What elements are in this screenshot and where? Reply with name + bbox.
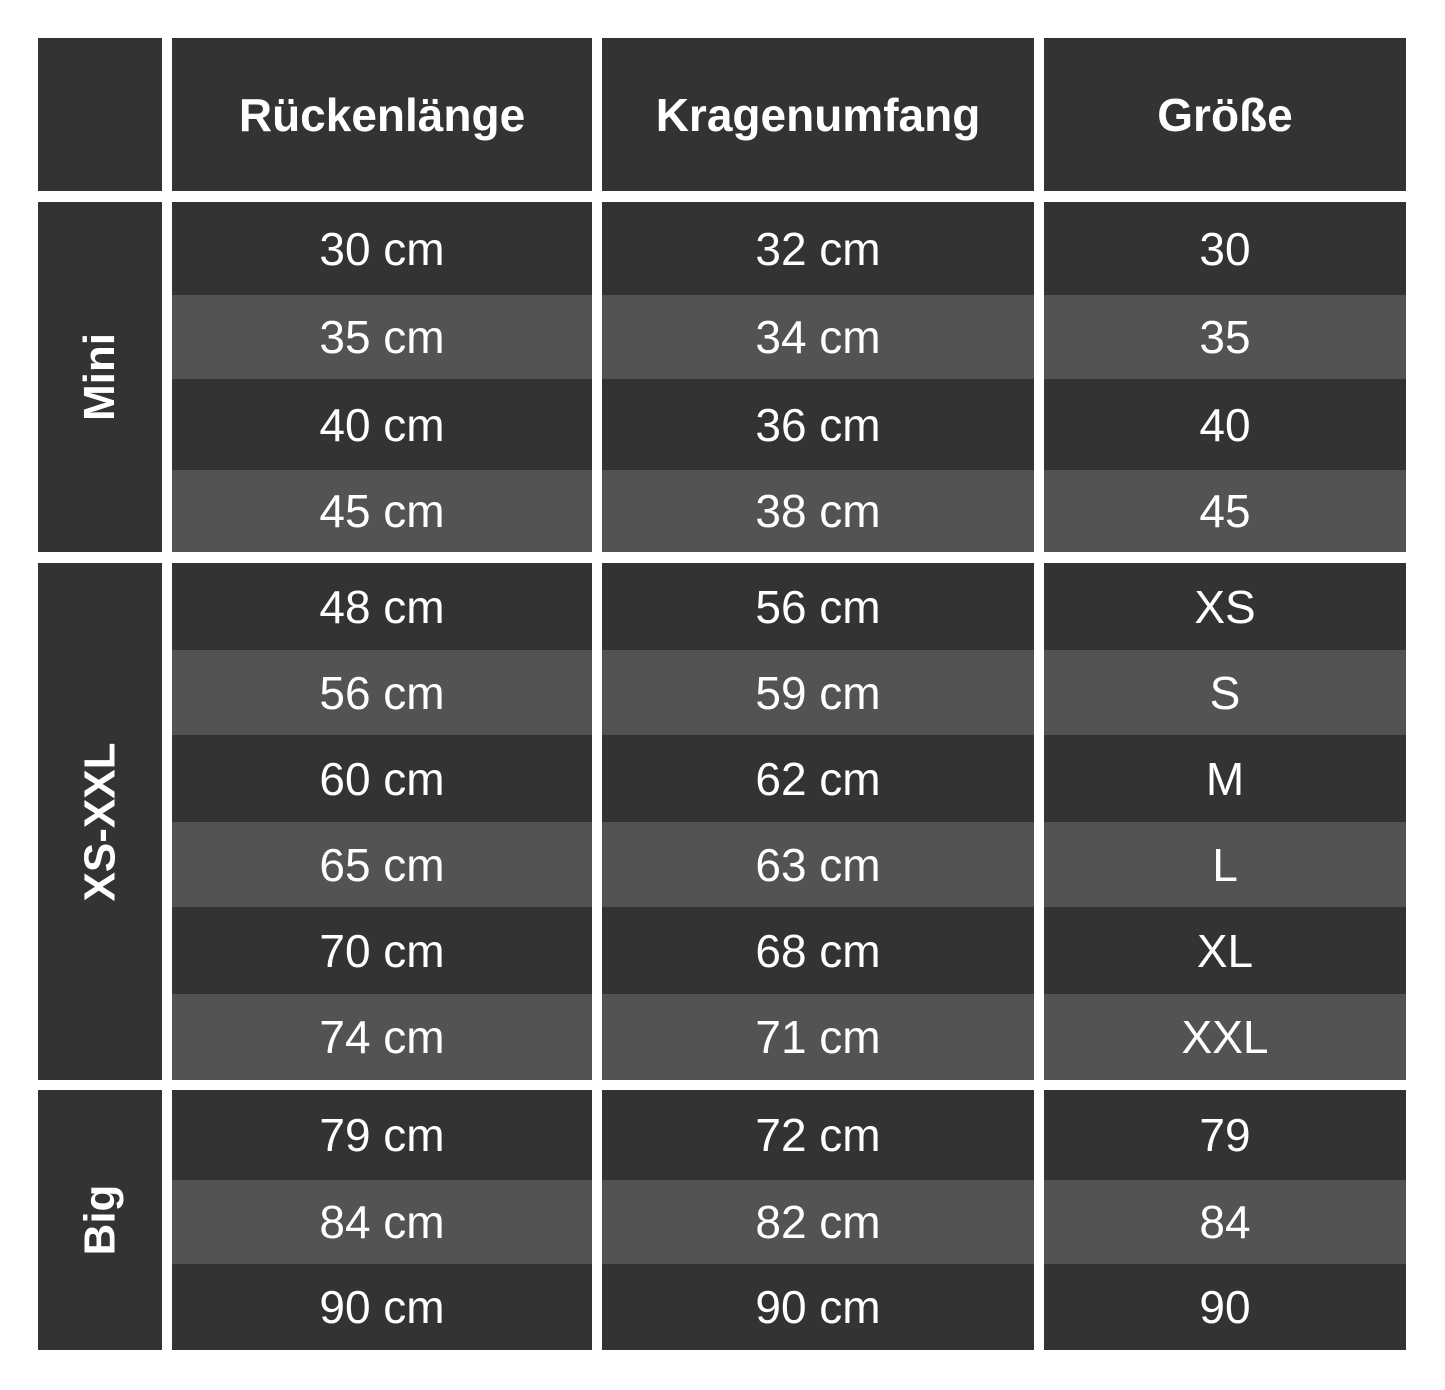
table-cell: 84 cm	[172, 1180, 592, 1264]
group-label: Big	[74, 1184, 124, 1256]
table-cell: 34 cm	[602, 295, 1034, 379]
table-cell: 45	[1044, 470, 1406, 552]
table-cell: L	[1044, 822, 1406, 907]
table-cell: 90	[1044, 1264, 1406, 1350]
table-cell: 40	[1044, 379, 1406, 470]
table-cell: 65 cm	[172, 822, 592, 907]
column-header-3: Größe	[1044, 38, 1406, 191]
table-cell: 59 cm	[602, 650, 1034, 735]
table-cell: XS	[1044, 563, 1406, 650]
table-cell: 40 cm	[172, 379, 592, 470]
table-cell: 72 cm	[602, 1090, 1034, 1180]
group-label: XS-XXL	[75, 742, 125, 901]
table-cell: S	[1044, 650, 1406, 735]
table-cell: 56 cm	[172, 650, 592, 735]
table-cell: M	[1044, 735, 1406, 822]
table-cell: 71 cm	[602, 994, 1034, 1080]
table-cell: 48 cm	[172, 563, 592, 650]
table-cell: 36 cm	[602, 379, 1034, 470]
table-cell: 60 cm	[172, 735, 592, 822]
table-cell: 84	[1044, 1180, 1406, 1264]
group-label: Mini	[74, 333, 124, 421]
table-cell: 45 cm	[172, 470, 592, 552]
table-cell: 35 cm	[172, 295, 592, 379]
table-cell: XXL	[1044, 994, 1406, 1080]
table-cell: 30 cm	[172, 202, 592, 295]
table-cell: XL	[1044, 907, 1406, 994]
group-cell	[38, 563, 162, 1080]
table-cell: 35	[1044, 295, 1406, 379]
table-cell: 30	[1044, 202, 1406, 295]
group-cell	[38, 1090, 162, 1350]
table-cell: 63 cm	[602, 822, 1034, 907]
column-header-2: Kragenumfang	[602, 38, 1034, 191]
table-cell: 68 cm	[602, 907, 1034, 994]
column-header-1: Rückenlänge	[172, 38, 592, 191]
table-cell: 38 cm	[602, 470, 1034, 552]
table-cell: 70 cm	[172, 907, 592, 994]
table-cell: 90 cm	[172, 1264, 592, 1350]
table-cell: 62 cm	[602, 735, 1034, 822]
table-cell: 90 cm	[602, 1264, 1034, 1350]
table-cell: 56 cm	[602, 563, 1034, 650]
table-cell: 82 cm	[602, 1180, 1034, 1264]
table-cell: 74 cm	[172, 994, 592, 1080]
group-cell	[38, 202, 162, 552]
table-cell: 79 cm	[172, 1090, 592, 1180]
table-cell: 79	[1044, 1090, 1406, 1180]
header-corner-cell	[38, 38, 162, 191]
table-cell: 32 cm	[602, 202, 1034, 295]
